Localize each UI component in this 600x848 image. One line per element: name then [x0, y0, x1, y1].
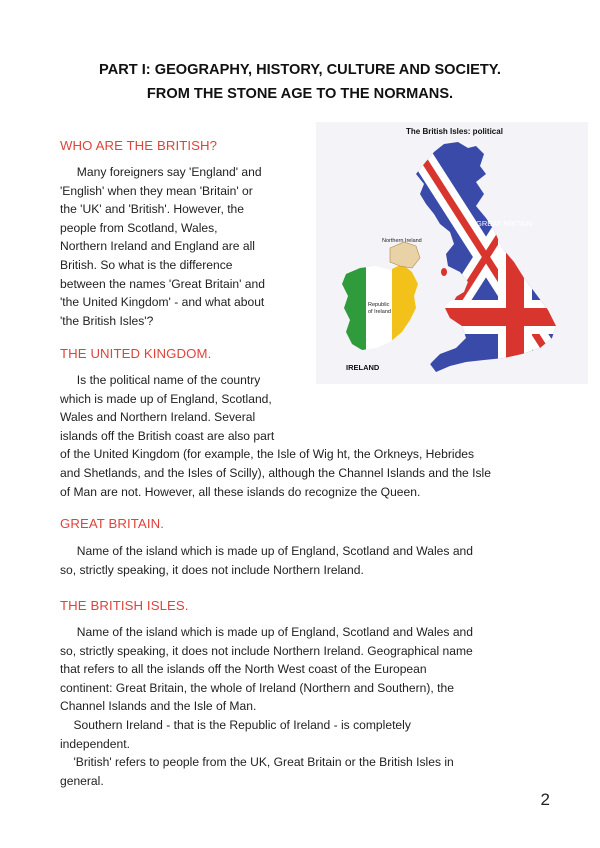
text-line: British. So what is the difference: [60, 257, 233, 272]
text-line: independent.: [60, 736, 130, 751]
text-line: 'British' refers to people from the UK, Great Britain or the British Isles in: [60, 755, 454, 770]
text-line: of the United Kingdom (for example, the Isle of Wig ht, the Orkneys, Hebrides: [60, 447, 475, 462]
text-line: Channel Islands and the Isle of Man.: [60, 699, 257, 714]
text-line: and Shetlands, and the Isles of Scilly), although the Channel Islands and the Isle: [60, 465, 491, 480]
text-line: Northern Ireland and England are all: [60, 239, 255, 254]
section-heading-great-britain: GREAT BRITAIN.: [60, 516, 164, 531]
section-body-united-kingdom: [60, 371, 491, 501]
british-isles-map: [316, 122, 588, 384]
text-line: continent: Great Britain, the whole of Ireland (Northern and Southern), the: [60, 680, 454, 695]
section-heading-who-are-the-british: WHO ARE THE BRITISH?: [60, 138, 218, 153]
isle-of-man-shape: [441, 268, 447, 276]
text-line: Is the political name of the country: [60, 373, 261, 387]
text-line: which is made up of England, Scotland,: [60, 391, 272, 406]
text-line: the 'UK' and 'British'. However, the: [60, 202, 245, 217]
map-label-ireland: IRELAND: [346, 363, 380, 372]
british-isles-map-illustration: [316, 122, 588, 384]
text-line: of Man are not. However, all these islands do recognize the Queen.: [60, 484, 421, 499]
section-heading-british-isles: THE BRITISH ISLES.: [60, 598, 189, 613]
text-line: Wales and Northern Ireland. Several: [60, 410, 256, 425]
northern-ireland-shape: [390, 242, 420, 268]
text-line: people from Scotland, Wales,: [60, 220, 218, 235]
text-line: so, strictly speaking, it does not include Northern Ireland.: [60, 562, 364, 577]
map-label-northern-ireland: Northern Ireland: [382, 238, 422, 244]
map-label-great-britain: GREAT BRITAIN: [476, 219, 533, 228]
map-title: The British Isles: political: [406, 127, 503, 136]
text-line: Name of the island which is made up of England, Scotland and Wales and: [60, 625, 473, 639]
map-label-republic: Republic: [368, 302, 390, 308]
section-body-great-britain: [60, 542, 473, 579]
text-line: 'the United Kingdom' - and what about: [60, 295, 265, 310]
text-line: 'the British Isles'?: [60, 313, 154, 328]
text-line: that refers to all the islands off the North West coast of the European: [60, 662, 427, 677]
page-number: 2: [540, 790, 550, 809]
text-line: general.: [60, 773, 104, 788]
page-title-line-2: FROM THE STONE AGE TO THE NORMANS.: [146, 86, 454, 102]
map-label-of-ireland: of Ireland: [368, 309, 391, 315]
page-title-line-1: PART I: GEOGRAPHY, HISTORY, CULTURE AND SOCIETY.: [99, 62, 501, 78]
text-line: Name of the island which is made up of England, Scotland and Wales and: [60, 544, 473, 558]
text-line: so, strictly speaking, it does not include Northern Ireland. Geographical name: [60, 643, 473, 658]
page-title: [40, 58, 560, 106]
text-line: Southern Ireland - that is the Republic of Ireland - is completely: [60, 717, 411, 732]
text-line: Many foreigners say 'England' and: [60, 165, 262, 179]
text-line: 'English' when they mean 'Britain' or: [60, 183, 253, 198]
text-line: islands off the British coast are also part: [60, 428, 275, 443]
section-body-british-isles: [60, 623, 473, 790]
section-body-who-are-the-british: [60, 163, 265, 330]
text-line: between the names 'Great Britain' and: [60, 276, 265, 291]
section-heading-united-kingdom: THE UNITED KINGDOM.: [60, 346, 212, 361]
